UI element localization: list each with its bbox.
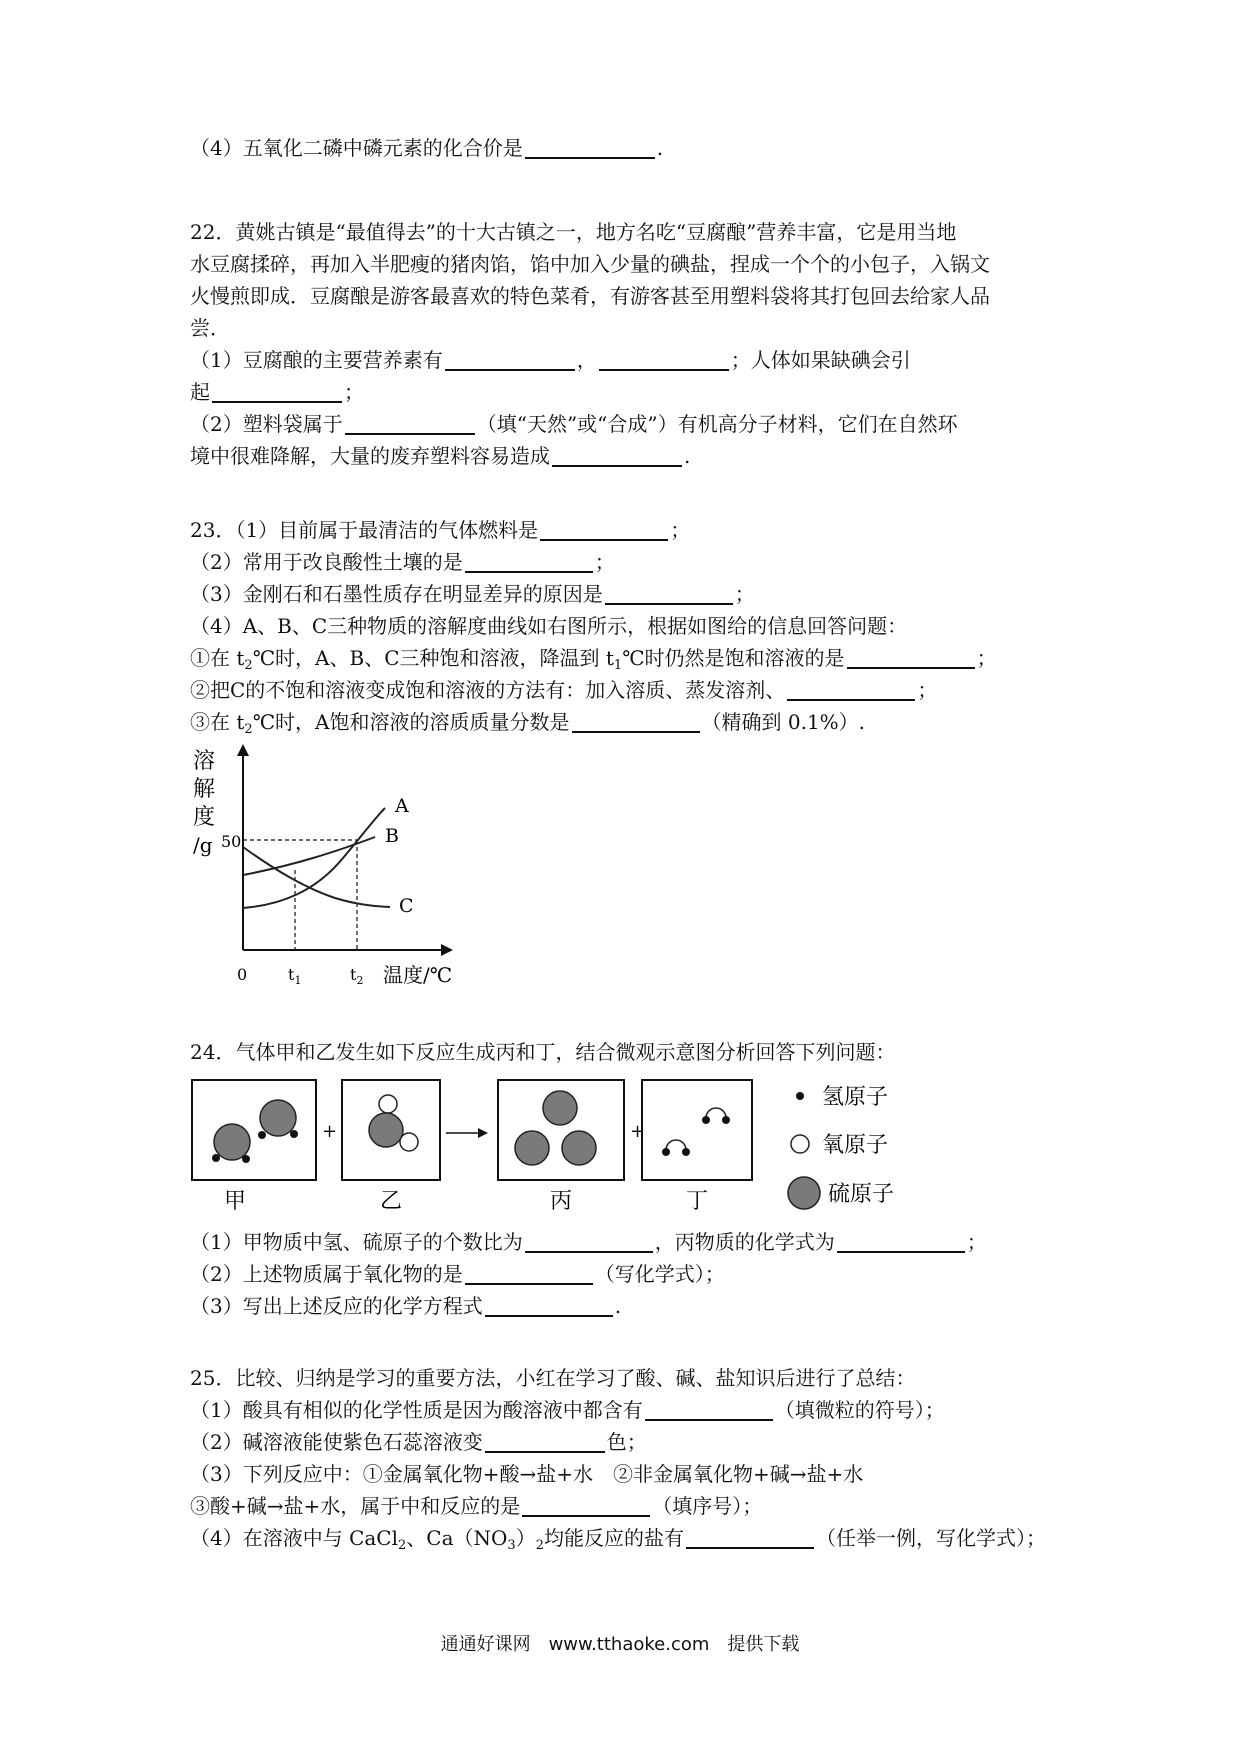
reaction-arrow-head	[478, 1128, 488, 1138]
q24-part2: （2）上述物质属于氧化物的是 （写化学式）；	[190, 1262, 725, 1286]
q23-part2: （2）常用于改良酸性土壤的是 ；	[190, 550, 615, 574]
q22-stem-line1: 22．黄姚古镇是“最值得去”的十大古镇之一，地方名吃“豆腐酿”营养丰富，它是用当地	[190, 220, 957, 244]
answer-blank[interactable]	[572, 709, 700, 733]
answer-blank[interactable]	[605, 581, 733, 605]
molecule-h2o-2	[662, 1140, 690, 1156]
answer-blank[interactable]	[345, 411, 475, 435]
legend-sulfur: 硫原子	[828, 1182, 895, 1207]
legend-hydrogen: 氢原子	[822, 1085, 889, 1110]
answer-blank[interactable]	[522, 1493, 650, 1517]
answer-blank[interactable]	[645, 1397, 773, 1421]
series-C-label: C	[399, 895, 414, 917]
x-tick-t2: $t_2$	[350, 965, 364, 987]
reaction-diagram	[190, 1078, 950, 1218]
q21-part4: （4）五氧化二磷中磷元素的化合价是 .	[190, 136, 664, 160]
y-axis-arrow	[237, 744, 249, 756]
q22-part2: （2）塑料袋属于 （填“天然”或“合成”）有机高分子材料，它们在自然环	[190, 412, 958, 436]
legend-hydrogen-icon	[796, 1092, 804, 1100]
page-footer: 通通好课网 www.tthaoke.com 提供下载	[440, 1634, 800, 1655]
label-ding: 丁	[686, 1189, 709, 1214]
molecule-h2o-1	[702, 1108, 730, 1124]
q22-stem-line3: 火慢煎即成．豆腐酿是游客最喜欢的特色菜肴，有游客甚至用塑料袋将其打包回去给家人品	[190, 284, 990, 308]
q22-part2-line2: 境中很难降解，大量的废弃塑料容易造成 .	[190, 444, 691, 468]
answer-blank[interactable]	[686, 1525, 814, 1549]
legend-oxygen: 氧原子	[822, 1133, 889, 1158]
q23-sub3: ③在 $t_2℃$时，A饱和溶液的溶质质量分数是 （精确到 0.1%）.	[190, 710, 866, 737]
answer-blank[interactable]	[465, 549, 593, 573]
q23-sub2: ②把C的不饱和溶液变成饱和溶液的方法有：加入溶质、蒸发溶剂、 ；	[190, 678, 938, 702]
molecule-so2	[369, 1095, 418, 1151]
molecule-h2s-1	[212, 1124, 250, 1163]
q25-part1: （1）酸具有相似的化学性质是因为酸溶液中都含有 （填微粒的符号）；	[190, 1398, 945, 1422]
q25-stem: 25．比较、归纳是学习的重要方法，小红在学习了酸、碱、盐知识后进行了总结：	[190, 1366, 916, 1390]
q22-stem-line2: 水豆腐揉碎，再加入半肥瘦的猪肉馅，馅中加入少量的碘盐，捏成一个个的小包子，入锅文	[190, 252, 990, 276]
q25-part3-line2: ③酸+碱→盐+水，属于中和反应的是 （填序号）；	[190, 1494, 763, 1518]
q24-part1: （1）甲物质中氢、硫原子的个数比为 ，丙物质的化学式为 ；	[190, 1230, 987, 1254]
q22-part1-line2: 起 ；	[190, 380, 364, 404]
q22-stem-line4: 尝．	[190, 316, 230, 340]
plus-sign-1: +	[322, 1121, 338, 1142]
ylabel-char-3: 度	[193, 805, 216, 830]
q25-part4: （4）在溶液中与 CaCl$_2$、$Ca(NO_3)_2$均能反应的盐有 （任举一例，写化学式）；	[190, 1526, 1046, 1553]
label-bing: 丙	[550, 1189, 573, 1214]
answer-blank[interactable]	[787, 677, 915, 701]
answer-blank[interactable]	[847, 645, 975, 669]
box-jia	[192, 1080, 316, 1180]
answer-blank[interactable]	[525, 135, 655, 159]
x-axis-arrow	[441, 944, 453, 956]
box-ding	[642, 1080, 752, 1180]
q25-part2: （2）碱溶液能使紫色石蕊溶液变 色；	[190, 1430, 647, 1454]
q22-part1: （1）豆腐酿的主要营养素有 ， ；人体如果缺碘会引	[190, 348, 911, 372]
q23-part4: （4）A、B、C三种物质的溶解度曲线如右图所示，根据如图给的信息回答问题：	[190, 614, 908, 638]
q21-p4-text: （4）五氧化二磷中磷元素的化合价是	[190, 136, 523, 160]
x-tick-t1: $t_1$	[288, 965, 302, 987]
answer-blank[interactable]	[525, 1229, 653, 1253]
legend-oxygen-icon	[791, 1135, 809, 1153]
answer-blank[interactable]	[485, 1293, 613, 1317]
q23-part3: （3）金刚石和石墨性质存在明显差异的原因是 ；	[190, 582, 755, 606]
series-B-label: B	[385, 825, 399, 847]
solubility-chart	[185, 740, 485, 1000]
answer-blank[interactable]	[552, 443, 682, 467]
sulfur-atoms	[515, 1091, 596, 1165]
plus-sign-2: +	[630, 1121, 646, 1142]
legend-sulfur-icon	[788, 1177, 820, 1209]
answer-blank[interactable]	[599, 347, 729, 371]
ylabel-char-2: 解	[193, 777, 216, 802]
ylabel-char-4: /g	[193, 833, 213, 857]
answer-blank[interactable]	[465, 1261, 593, 1285]
ylabel-char-1: 溶	[193, 749, 216, 774]
answer-blank[interactable]	[445, 347, 575, 371]
q23-sub1: ①在 $t_2℃$时，A、B、C三种饱和溶液，降温到 $t_1℃$时仍然是饱和溶液的是 ；	[190, 646, 997, 673]
answer-blank[interactable]	[485, 1429, 605, 1453]
answer-blank[interactable]	[837, 1229, 965, 1253]
q24-part3: （3）写出上述反应的化学方程式 .	[190, 1294, 622, 1318]
q23-part1: 23．（1）目前属于最清洁的气体燃料是 ；	[190, 518, 691, 542]
y-tick-50: 50	[221, 832, 242, 851]
answer-blank[interactable]	[540, 517, 668, 541]
q25-part3: （3）下列反应中：①金属氧化物+酸→盐+水 ②非金属氧化物+碱→盐+水	[190, 1462, 864, 1486]
x-tick-0: 0	[237, 965, 248, 984]
label-yi: 乙	[380, 1189, 403, 1214]
x-axis-label: 温度/℃	[383, 963, 453, 987]
label-jia: 甲	[224, 1189, 247, 1214]
series-A-label: A	[395, 795, 409, 817]
molecule-h2s-2	[258, 1100, 298, 1139]
answer-blank[interactable]	[212, 379, 342, 403]
q24-stem: 24．气体甲和乙发生如下反应生成丙和丁，结合微观示意图分析回答下列问题：	[190, 1040, 896, 1064]
